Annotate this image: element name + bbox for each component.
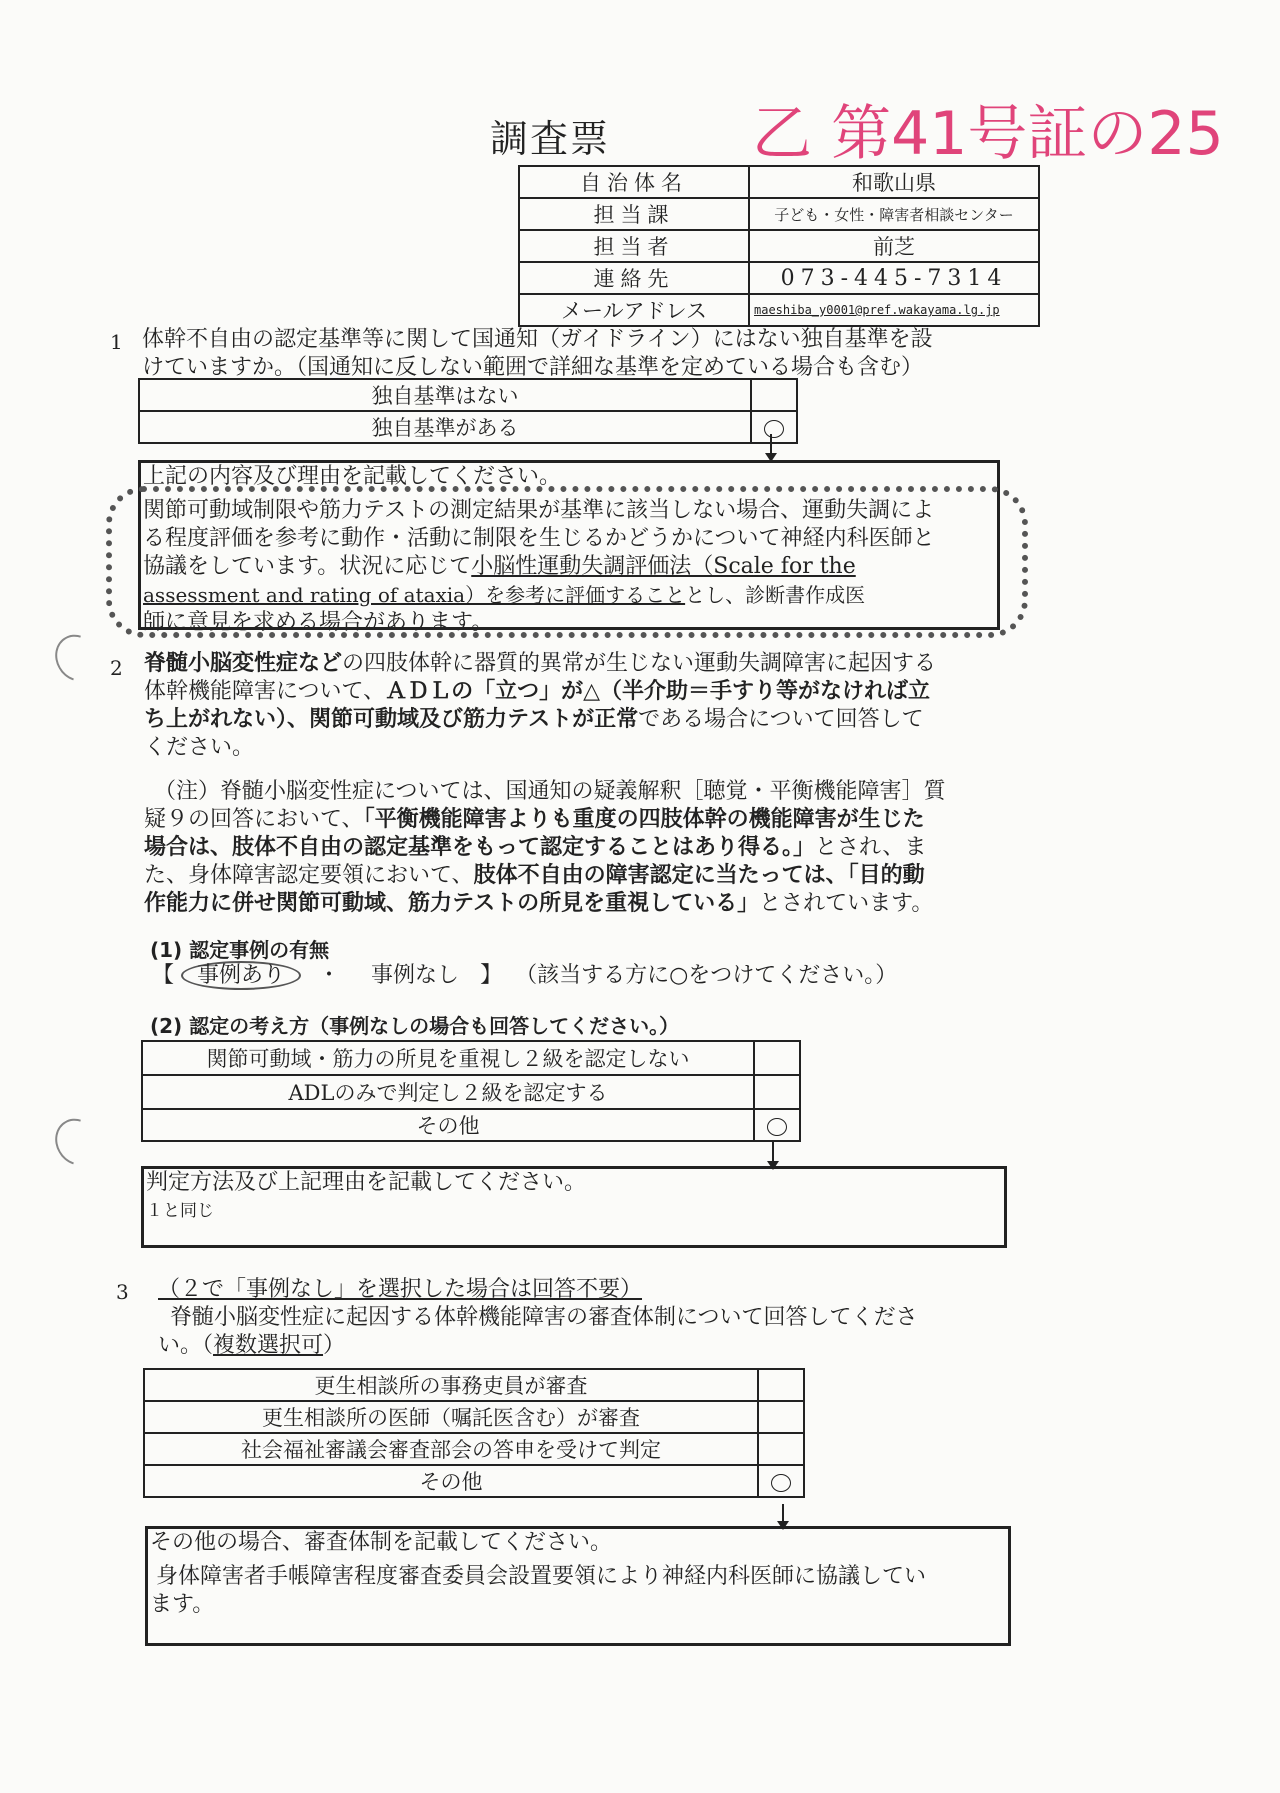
document-title: 調査票: [490, 117, 611, 161]
punch-hole-icon: [47, 1111, 107, 1174]
option-label: 社会福祉審議会審査部会の答申を受けて判定: [144, 1433, 758, 1465]
text-span: とし、診断書作成医: [685, 583, 866, 607]
choice-case-yes[interactable]: 事例あり: [181, 961, 301, 990]
option-label: その他: [142, 1109, 754, 1141]
text-line: [158, 1332, 1018, 1360]
text-span: 体幹機能障害について、: [144, 679, 386, 704]
question-2-answer-box: [141, 1166, 1007, 1248]
option-checkbox[interactable]: [758, 1433, 804, 1465]
option-checkbox[interactable]: [758, 1465, 804, 1497]
circle-mark-icon: [767, 1118, 787, 1136]
text-span: た、身体障害認定要領において、: [144, 863, 474, 888]
option-checkbox[interactable]: [758, 1369, 804, 1401]
question-3-number: 3: [116, 1280, 129, 1304]
choice-case-no[interactable]: 事例なし: [371, 963, 460, 988]
info-value: 前芝: [749, 230, 1039, 262]
circle-mark-icon: [771, 1474, 791, 1492]
circle-mark-icon: [764, 420, 784, 438]
choice-hint: （該当する方に○をつけてください。）: [515, 963, 898, 988]
text-span: い。（: [158, 1333, 214, 1358]
option-label: その他: [144, 1465, 758, 1497]
info-label: 自治体名: [519, 166, 749, 198]
text-line: [144, 890, 1014, 918]
text-line: （２で「事例なし」を選択した場合は回答不要）: [158, 1277, 643, 1302]
question-3-answer-box: [145, 1526, 1011, 1646]
text-line: [144, 678, 1014, 706]
bold-text: ＡＤＬの「立つ」が△（半介助＝手すり等がなければ立: [385, 679, 931, 704]
answer-label: その他の場合、審査体制を記載してください。: [150, 1530, 613, 1555]
option-row: [144, 1465, 804, 1497]
question-1-number: 1: [110, 330, 123, 354]
option-label: 更生相談所の医師（嘱託医含む）が審査: [144, 1401, 758, 1433]
info-label: メールアドレス: [519, 294, 749, 326]
underlined-text: 小脳性運動失調評価法（Scale for the: [471, 554, 856, 579]
text-span: とされ、ま: [815, 835, 927, 860]
underlined-text: 複数選択可: [213, 1333, 324, 1358]
subquestion-2-title: (2) 認定の考え方（事例なしの場合も回答してください。）: [150, 1014, 680, 1038]
info-value: 073-445-7314: [749, 262, 1039, 294]
info-value: 子ども・女性・障害者相談センター: [749, 198, 1039, 230]
text-line: 体幹不自由の認定基準等に関して国通知（ガイドライン）にはない独自基準を設: [142, 327, 933, 352]
bracket-open: 【: [152, 963, 175, 988]
subquestion-1-choices: [152, 962, 897, 990]
answer-label: 上記の内容及び理由を記載してください。: [143, 464, 562, 489]
text-line: [144, 862, 1014, 890]
option-row: [144, 1369, 804, 1401]
answer-text: １と同じ: [146, 1201, 214, 1221]
text-line: 脊髄小脳変性症に起因する体幹機能障害の審査体制について回答してくださ: [170, 1305, 918, 1330]
info-label: 担当課: [519, 198, 749, 230]
option-label: 関節可動域・筋力の所見を重視し２級を認定しない: [142, 1041, 754, 1075]
text-line: ください。: [144, 735, 255, 760]
option-row: [142, 1075, 800, 1109]
question-3-text: [158, 1276, 1018, 1360]
bracket-close: 】: [480, 963, 503, 988]
text-span: 疑９の回答において、: [144, 807, 364, 832]
option-row: [144, 1401, 804, 1433]
punch-hole-icon: [47, 627, 107, 690]
info-row-department: [519, 198, 1039, 230]
choice-separator: ・: [318, 963, 341, 988]
answer-label: 判定方法及び上記理由を記載してください。: [146, 1170, 587, 1195]
option-row: [139, 411, 797, 443]
option-checkbox[interactable]: [751, 411, 797, 443]
info-row-email: [519, 294, 1039, 326]
option-label: ADLのみで判定し２級を認定する: [142, 1075, 754, 1109]
text-line: [144, 706, 1014, 734]
bold-text: 「平衡機能障害よりも重度の四肢体幹の機能障害が生じた: [363, 807, 925, 832]
text-line: [144, 834, 1014, 862]
bold-text: 作能力に併せ関節可動域、筋力テストの所見を重視している」: [144, 891, 760, 916]
respondent-info-table: [518, 165, 1040, 327]
info-value: 和歌山県: [749, 166, 1039, 198]
text-span: 協議をしています。状況に応じて: [143, 554, 472, 579]
subquestion-1-title: (1) 認定事例の有無: [150, 938, 330, 962]
bold-text: 肢体不自由の障害認定に当たっては、「目的動: [473, 863, 925, 888]
option-label: 独自基準はない: [139, 379, 751, 411]
down-arrow-icon: [782, 1504, 784, 1522]
option-label: 独自基準がある: [139, 411, 751, 443]
option-row: [139, 379, 797, 411]
option-checkbox[interactable]: [754, 1109, 800, 1141]
option-label: 更生相談所の事務吏員が審査: [144, 1369, 758, 1401]
option-row: [142, 1109, 800, 1141]
info-row-person: [519, 230, 1039, 262]
down-arrow-icon: [772, 1142, 774, 1162]
info-row-municipality: [519, 166, 1039, 198]
info-label: 担当者: [519, 230, 749, 262]
bold-text: 脊髄小脳変性症など: [144, 651, 343, 676]
text-line: る程度評価を参考に動作・活動に制限を生じるかどうかについて神経内科医師と: [143, 526, 935, 551]
info-label: 連絡先: [519, 262, 749, 294]
info-row-phone: [519, 262, 1039, 294]
question-2-number: 2: [110, 656, 123, 680]
exhibit-stamp: 乙 第41号証の25: [752, 99, 1224, 169]
text-line: [144, 806, 1014, 834]
text-line: けていますか。（国通知に反しない範囲で詳細な基準を定めている場合も含む）: [142, 355, 924, 380]
question-2-text: [144, 650, 1014, 762]
question-1-options: [138, 378, 798, 444]
bold-text: ち上がれない）、関節可動域及び筋力テストが正常: [144, 707, 639, 732]
text-line: 関節可動域制限や筋力テストの測定結果が基準に該当しない場合、運動失調によ: [143, 498, 935, 523]
text-span: とされています。: [759, 891, 934, 916]
answer-text: [148, 1563, 1008, 1619]
info-value: maeshiba_y0001@pref.wakayama.lg.jp: [749, 294, 1039, 326]
text-line: （注）脊髄小脳変性症については、国通知の疑義解釈［聴覚・平衡機能障害］質: [154, 779, 946, 804]
text-line: 身体障害者手帳障害程度審査委員会設置要領により神経内科医師に協議してい: [156, 1564, 927, 1589]
option-checkbox[interactable]: [758, 1401, 804, 1433]
question-2-options: [141, 1040, 801, 1142]
bold-text: 場合は、肢体不自由の認定基準をもって認定することはあり得る。」: [144, 835, 816, 860]
text-line: ます。: [150, 1592, 215, 1617]
question-3-options: [143, 1368, 805, 1498]
option-row: [142, 1041, 800, 1075]
text-span: である場合について回答して: [638, 707, 924, 732]
option-row: [144, 1433, 804, 1465]
highlight-ring: [106, 486, 1028, 638]
question-2-note: [144, 778, 1014, 918]
option-checkbox[interactable]: [751, 379, 797, 411]
down-arrow-icon: [770, 434, 772, 454]
text-line: [144, 650, 1014, 678]
option-checkbox[interactable]: [754, 1041, 800, 1075]
text-line: 師に意見を求める場合があります。: [143, 610, 494, 635]
text-span: の四肢体幹に器質的異常が生じない運動失調障害に起因する: [342, 651, 937, 676]
question-1-text: [142, 326, 1012, 382]
text-span: ）: [323, 1333, 346, 1358]
underlined-text: assessment and rating of ataxia）を参考に評価すること: [143, 583, 686, 607]
option-checkbox[interactable]: [754, 1075, 800, 1109]
